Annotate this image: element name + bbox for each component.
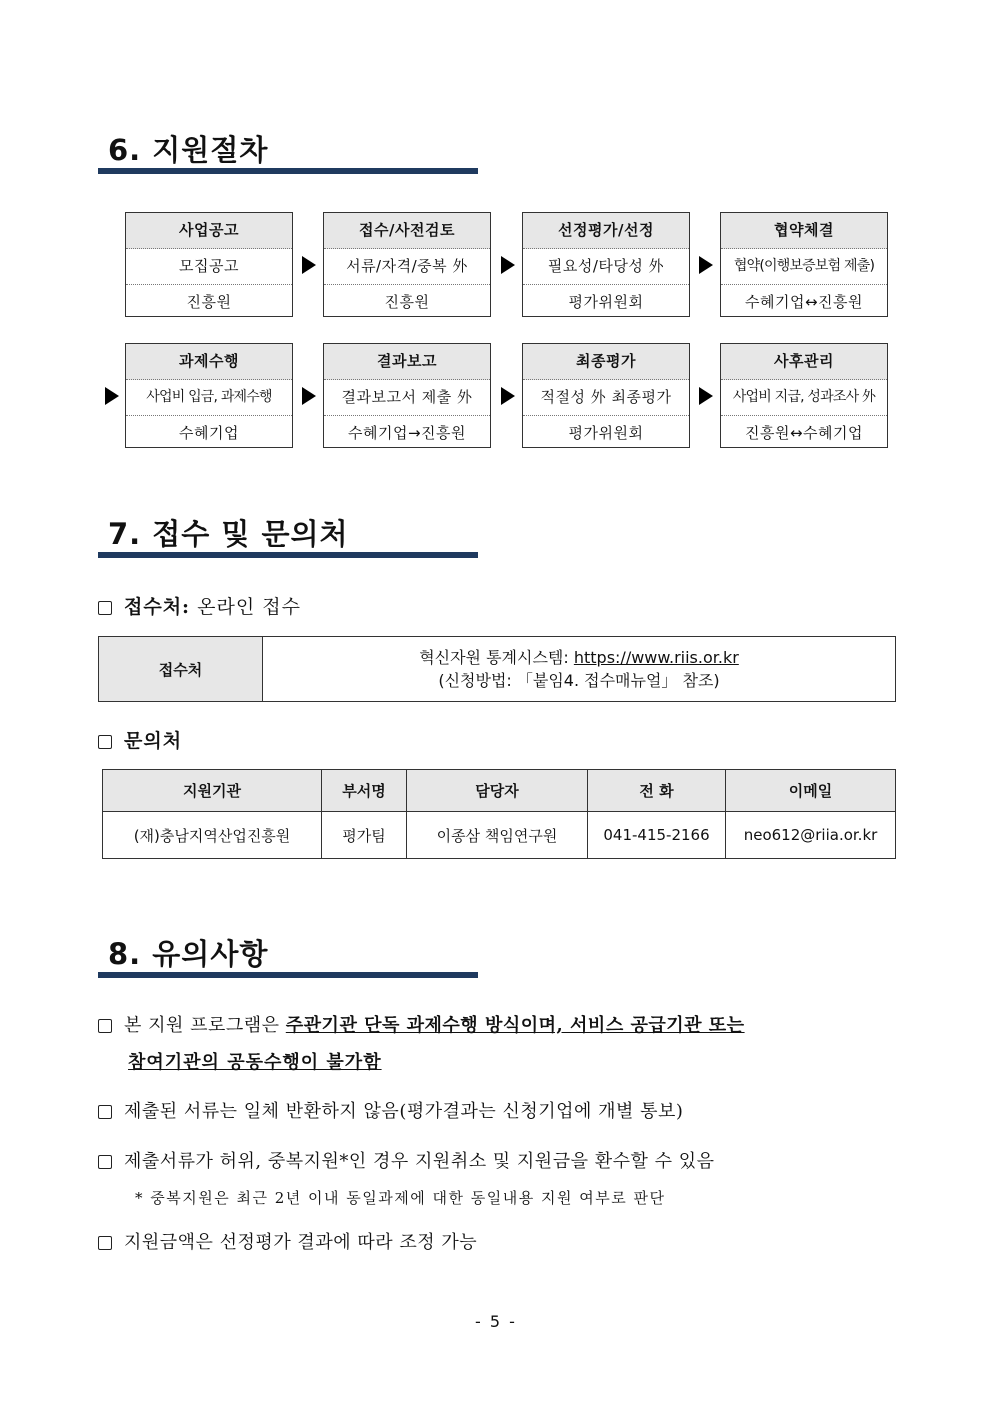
system-prefix: 혁신자원 통계시스템: (419, 648, 574, 667)
flow-step-3 (522, 212, 690, 317)
contact-cell-phone: 041-415-2166 (588, 812, 726, 859)
note-1-cont (128, 1048, 382, 1074)
arrow-right-icon (302, 387, 316, 405)
checkbox-icon (98, 1105, 112, 1119)
arrow-right-icon (501, 387, 515, 405)
flow-step-actor: 평가위원회 (568, 424, 644, 442)
contact-label: 문의처 (124, 730, 183, 752)
arrow-right-icon (699, 256, 713, 274)
checkbox-icon (98, 601, 112, 615)
flow-step-actor: 평가위원회 (568, 293, 644, 311)
arrow-right-icon (302, 256, 316, 274)
checkbox-icon (98, 1155, 112, 1169)
flow-step-actor: 수혜기업↔진흥원 (745, 293, 863, 311)
contact-header: 담당자 (407, 770, 588, 812)
flow-step-2 (323, 212, 491, 317)
contact-table (102, 769, 896, 859)
flow-step-detail: 사업비 입금, 과제수행 (126, 380, 292, 416)
note-1-emphasis-b: 참여기관의 공동수행이 불가함 (128, 1052, 382, 1073)
note-3-footnote: * 중복지원은 최근 2년 이내 동일과제에 대한 동일내용 지원 여부로 판단 (135, 1189, 666, 1207)
reception-bullet (98, 592, 301, 619)
page-number: - 5 - (475, 1312, 517, 1331)
flow-step-actor: 진흥원 (186, 293, 232, 311)
flow-step-actor: 진흥원 (384, 293, 430, 311)
flow-step-5 (125, 343, 293, 448)
section-6-underline (98, 168, 478, 174)
note-1-emphasis-a: 주관기관 단독 과제수행 방식이며, 서비스 공급기관 또는 (285, 1015, 745, 1036)
flow-step-title: 최종평가 (523, 344, 689, 380)
section-7-underline (98, 552, 478, 558)
flow-step-title: 결과보고 (324, 344, 490, 380)
flow-step-detail: 서류/자격/중복 外 (324, 249, 490, 285)
method-note: (신청방법: 「붙임4. 접수매뉴얼」 참조) (438, 671, 720, 690)
reception-label: 접수처: (124, 596, 191, 618)
arrow-right-icon (501, 256, 515, 274)
note-1 (98, 1011, 745, 1037)
flow-step-7 (522, 343, 690, 448)
flow-step-detail: 필요성/타당성 外 (523, 249, 689, 285)
note-2 (98, 1097, 683, 1123)
flow-step-title: 협약체결 (721, 213, 887, 249)
note-2-text: 제출된 서류는 일체 반환하지 않음(평가결과는 신청기업에 개별 통보) (124, 1101, 684, 1122)
arrow-right-icon (105, 387, 119, 405)
flow-step-title: 선정평가/선정 (523, 213, 689, 249)
reception-table (98, 636, 896, 702)
flow-step-actor: 진흥원↔수혜기업 (745, 424, 863, 442)
flow-step-actor: 수혜기업 (179, 424, 239, 442)
contact-header: 지원기관 (103, 770, 322, 812)
contact-header: 이메일 (726, 770, 896, 812)
section-7-title: 7. 접수 및 문의처 (108, 517, 349, 551)
flow-step-title: 사후관리 (721, 344, 887, 380)
contact-cell-email[interactable]: neo612@riia.or.kr (726, 812, 896, 859)
riis-link[interactable]: https://www.riis.or.kr (573, 648, 739, 667)
flow-step-6 (323, 343, 491, 448)
reception-table-label: 접수처 (99, 637, 263, 702)
contact-header: 전 화 (588, 770, 726, 812)
flow-step-detail: 사업비 지급, 성과조사 外 (721, 380, 887, 416)
flow-step-title: 과제수행 (126, 344, 292, 380)
flow-step-detail: 결과보고서 제출 外 (324, 380, 490, 416)
checkbox-icon (98, 1236, 112, 1250)
checkbox-icon (98, 1019, 112, 1033)
reception-table-value (263, 637, 896, 702)
flow-step-detail: 적절성 外 최종평가 (523, 380, 689, 416)
section-6-title: 6. 지원절차 (108, 133, 269, 167)
contact-cell-person: 이종삼 책임연구원 (407, 812, 588, 859)
contact-cell-agency: (재)충남지역산업진흥원 (103, 812, 322, 859)
flow-step-detail: 협약(이행보증보험 제출) (721, 249, 887, 285)
flow-step-1 (125, 212, 293, 317)
contact-header: 부서명 (322, 770, 407, 812)
flow-step-actor: 수혜기업→진흥원 (348, 424, 466, 442)
flow-step-detail: 모집공고 (126, 249, 292, 285)
flow-step-8 (720, 343, 888, 448)
flow-step-4 (720, 212, 888, 317)
note-1-prefix: 본 지원 프로그램은 (124, 1015, 286, 1036)
section-8-underline (98, 972, 478, 978)
note-4-text: 지원금액은 선정평가 결과에 따라 조정 가능 (124, 1232, 478, 1253)
section-8-title: 8. 유의사항 (108, 937, 269, 971)
flow-step-title: 사업공고 (126, 213, 292, 249)
note-3 (98, 1147, 714, 1173)
flow-step-title: 접수/사전검토 (324, 213, 490, 249)
reception-value: 온라인 접수 (197, 596, 301, 618)
arrow-right-icon (699, 387, 713, 405)
note-4 (98, 1228, 477, 1254)
contact-cell-dept: 평가팀 (322, 812, 407, 859)
note-3-text: 제출서류가 허위, 중복지원*인 경우 지원취소 및 지원금을 환수할 수 있음 (124, 1151, 715, 1172)
contact-bullet (98, 726, 182, 753)
checkbox-icon (98, 735, 112, 749)
